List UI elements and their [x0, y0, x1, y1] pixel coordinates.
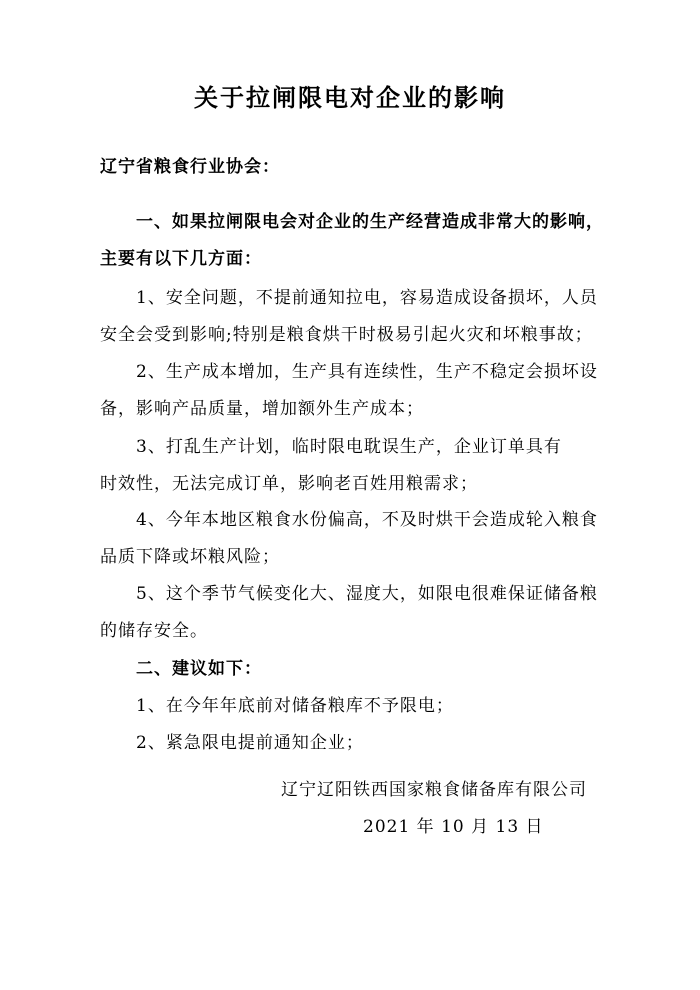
- section1-heading-line1: 一、如果拉闸限电会对企业的生产经营造成非常大的影响，: [136, 212, 604, 232]
- document-title: 关于拉闸限电对企业的影响: [194, 84, 506, 112]
- item-2-line1: 2、生产成本增加，生产具有连续性，生产不稳定会损坏设: [136, 362, 598, 382]
- signature-date: 2021 年 10 月 13 日: [363, 817, 544, 837]
- item-1-line2: 安全会受到影响;特别是粮食烘干时极易引起火灾和坏粮事故；: [100, 325, 593, 345]
- item-5-line1: 5、这个季节气候变化大、湿度大，如限电很难保证储备粮: [136, 584, 598, 604]
- item-2-line2: 备，影响产品质量，增加额外生产成本；: [100, 399, 424, 419]
- item-3-line2: 时效性，无法完成订单，影响老百姓用粮需求；: [100, 474, 478, 494]
- section1-heading-line2: 主要有以下几方面：: [100, 249, 262, 269]
- suggestion-2: 2、紧急限电提前通知企业；: [136, 733, 364, 753]
- item-3-line1: 3、打乱生产计划，临时限电耽误生产，企业订单具有: [136, 437, 562, 457]
- signature-company: 辽宁辽阳铁西国家粮食储备库有限公司: [281, 780, 587, 800]
- item-4-line2: 品质下降或坏粮风险；: [100, 547, 280, 567]
- item-4-line1: 4、今年本地区粮食水份偏高，不及时烘干会造成轮入粮食: [136, 510, 598, 530]
- recipient-line: 辽宁省粮食行业协会：: [100, 157, 280, 177]
- section2-heading: 二、建议如下：: [136, 659, 262, 679]
- item-5-line2: 的储存安全。: [100, 621, 208, 641]
- item-1-line1: 1、安全问题，不提前通知拉电，容易造成设备损坏，人员: [136, 288, 598, 308]
- suggestion-1: 1、在今年年底前对储备粮库不予限电；: [136, 696, 454, 716]
